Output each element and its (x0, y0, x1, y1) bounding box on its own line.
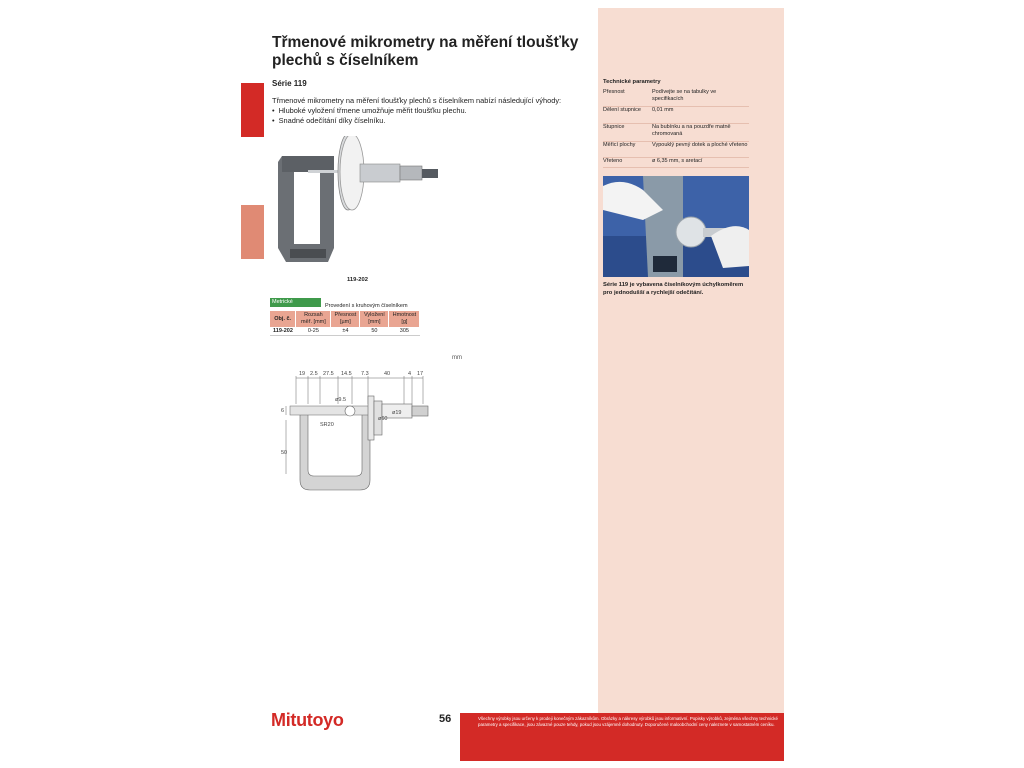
page-number: 56 (439, 713, 452, 725)
tech-param-value: Vypouklý pevný dotek a ploché vřeteno (652, 142, 748, 148)
tech-param-value: Na bubínku a na pouzdře matně chromovaná (652, 124, 731, 137)
col-header: Vyložení [mm] (360, 311, 389, 327)
footer-disclaimer: Všechny výrobky jsou určeny k prodeji konečným zákazníkům. Obrázky a nákresy výrobků jsou informativní. Popisky výrobků, zejména všechny technické parametry a specifikace, jsou závazné pouze tehdy, pokud jsou vzájemně dohodnuty. Doporučené maloobchodní ceny naleznete v samostatném ceníku. (478, 716, 778, 727)
tech-param-key: Měřicí plochy (603, 142, 636, 148)
tech-param-value: 0,01 mm (652, 107, 674, 113)
spec-table (270, 311, 420, 336)
tech-param-row (603, 124, 749, 142)
benefit-list (272, 106, 592, 126)
unit-label: mm (452, 355, 462, 361)
table-caption: Provedení s kruhovým číselníkem (325, 303, 408, 309)
dim-label: 4 (408, 371, 412, 377)
dim-label: 27.5 (323, 371, 334, 377)
table-cell: 305 (389, 327, 420, 336)
intro-block (272, 96, 592, 126)
dim-label: ø9.5 (335, 397, 347, 403)
section-tab-red (241, 83, 264, 137)
series-label: Série 119 (272, 79, 307, 88)
brand-plate (290, 249, 326, 258)
dim-label: 17 (417, 371, 424, 377)
tech-param-row (603, 158, 749, 168)
table-row (270, 327, 420, 336)
tech-param-value: Podívejte se na tabulky ve specifikacích (652, 89, 717, 102)
col-header: Rozsah měř. [mm] (296, 311, 331, 327)
table-cell: ±4 (331, 327, 360, 336)
usage-photo (603, 176, 749, 277)
table-cell: 119-202 (270, 327, 296, 336)
tech-param-row (603, 89, 749, 107)
dim-label: SR20 (320, 422, 334, 428)
tech-param-key: Přesnost (603, 89, 625, 95)
tech-param-key: Vřeteno (603, 158, 623, 164)
dim-label: 19 (299, 371, 306, 377)
tech-param-row (603, 107, 749, 124)
tech-param-row (603, 142, 749, 158)
benefit-item: • Snadné odečítání díky číselníku. (272, 116, 592, 126)
photo-caption: Série 119 je vybavena číselníkovým úchylkoměrem pro jednodušší a rychlejší odečítání. (603, 282, 744, 296)
dim-label: 6 (281, 408, 285, 414)
dim-label: ø60 (378, 416, 388, 422)
col-header: Obj. č. (270, 311, 296, 327)
tech-param-key: Stupnice (603, 124, 625, 130)
dim-label: 40 (384, 371, 391, 377)
benefit-item: • Hluboké vyložení třmene umožňuje měřit tloušťku plechu. (272, 106, 592, 116)
page-title: Třmenové mikrometry na měření tloušťky plechů s číselníkem (272, 34, 579, 69)
dim-label: 14.5 (341, 371, 352, 377)
spec-header-row (270, 311, 420, 327)
metric-tag: Metrické (270, 298, 321, 307)
col-header: Hmotnost [g] (389, 311, 420, 327)
col-header: Přesnost [µm] (331, 311, 360, 327)
tech-param-value: ø 6,35 mm, s aretací (652, 158, 703, 164)
product-model-label: 119-202 (347, 277, 368, 283)
dim-label: ø19 (392, 410, 402, 416)
table-cell: 50 (360, 327, 389, 336)
tech-params-title: Technické parametry (603, 79, 661, 85)
intro-text: Třmenové mikrometry na měření tloušťky plechů s číselníkem nabízí následující výhody: (272, 96, 562, 105)
technical-drawing (278, 364, 438, 494)
table-cell: 0-25 (296, 327, 331, 336)
dim-label: 2.5 (310, 371, 318, 377)
micrometer-product-image (268, 136, 443, 276)
dim-label: 7.3 (361, 371, 369, 377)
section-tab-salmon (241, 205, 264, 259)
brand-logo: Mitutoyo (271, 710, 344, 730)
tech-param-key: Dělení stupnice (603, 107, 641, 113)
dim-label: 50 (281, 450, 288, 456)
